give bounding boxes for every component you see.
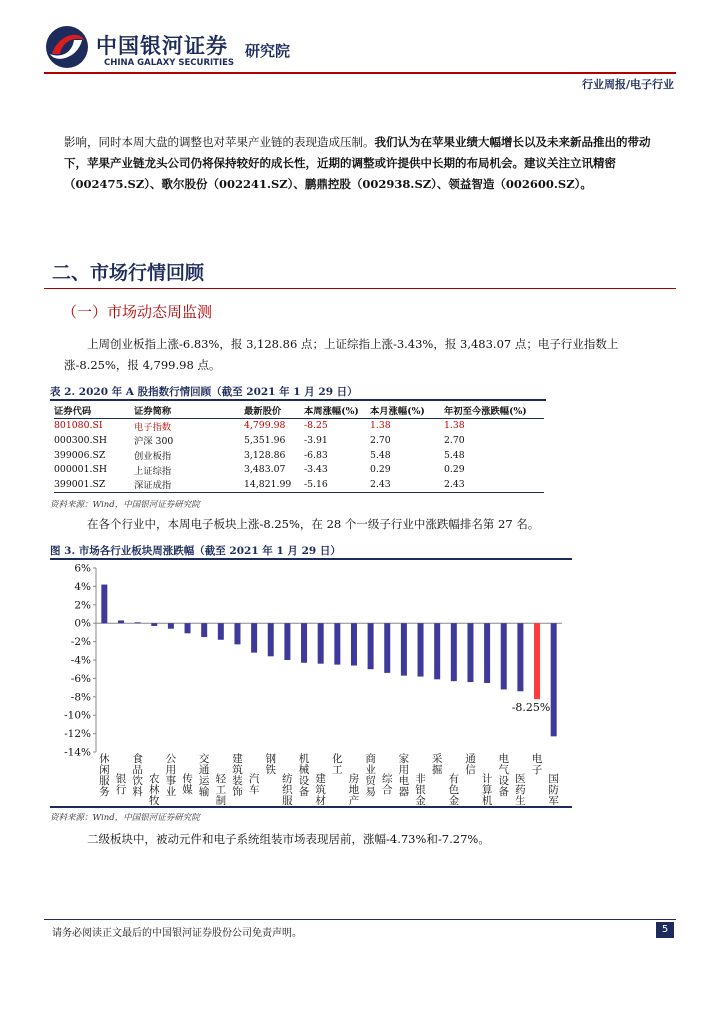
table-row bbox=[54, 477, 544, 492]
bar bbox=[418, 623, 424, 676]
y-tick-label: -10% bbox=[64, 709, 91, 722]
bar bbox=[118, 620, 124, 623]
bar bbox=[434, 623, 440, 679]
bar bbox=[101, 585, 107, 624]
report-category: 行业周报/电子行业 bbox=[581, 78, 674, 91]
logo-english-name: CHINA GALAXY SECURITIES bbox=[104, 58, 235, 68]
bar bbox=[351, 623, 357, 665]
table-cell: 2.43 bbox=[370, 478, 391, 490]
page-number: 5 bbox=[656, 922, 674, 938]
header-divider bbox=[44, 72, 676, 74]
table-cell: -3.43 bbox=[304, 464, 328, 476]
table-header-cell: 本月涨幅(%) bbox=[370, 406, 425, 418]
table-cell: 5,351.96 bbox=[244, 434, 286, 446]
table-row bbox=[54, 433, 544, 448]
section-divider bbox=[44, 288, 676, 289]
x-tick-label: 非银金 bbox=[415, 773, 426, 805]
table-cell: 3,128.86 bbox=[244, 449, 286, 461]
figure-bottom-rule bbox=[50, 806, 572, 808]
bar bbox=[484, 623, 490, 683]
bar bbox=[451, 623, 457, 681]
table-cell: 0.29 bbox=[444, 464, 465, 476]
bar bbox=[334, 623, 340, 664]
x-tick-label: 农林牧 bbox=[149, 773, 160, 805]
table-cell: 电子指数 bbox=[134, 421, 172, 433]
intro-normal-text: 影响，同时本周大盘的调整也对苹果产业链的表现造成压制。 bbox=[64, 135, 375, 149]
x-tick-label: 电子 bbox=[531, 753, 543, 776]
footer-disclaimer: 请务必阅读正文最后的中国银河证券股份公司免责声明。 bbox=[52, 928, 302, 939]
figure-title: 图 3. 市场各行业板块周涨跌幅（截至 2021 年 1 月 29 日） bbox=[50, 545, 341, 557]
y-tick-label: 4% bbox=[74, 580, 91, 593]
index-table bbox=[54, 403, 544, 493]
x-tick-label: 钢铁 bbox=[265, 753, 276, 776]
x-tick-label: 电气设备 bbox=[498, 753, 509, 798]
y-tick-label: 6% bbox=[74, 562, 91, 575]
y-tick-label: 2% bbox=[74, 599, 91, 612]
table-cell: 3,483.07 bbox=[244, 464, 286, 476]
y-tick-label: -6% bbox=[70, 672, 91, 685]
x-tick-label: 公用事业 bbox=[165, 753, 177, 798]
bar bbox=[251, 623, 257, 652]
x-tick-label: 轻工制 bbox=[215, 773, 227, 805]
x-tick-label: 有色金 bbox=[448, 773, 460, 805]
x-tick-label: 传媒 bbox=[182, 773, 193, 796]
x-tick-label: 计算机 bbox=[481, 773, 493, 805]
intro-paragraph bbox=[64, 132, 664, 195]
x-tick-label: 纺织服 bbox=[282, 773, 293, 805]
table-cell: 4,799.98 bbox=[244, 420, 286, 432]
table-cell: 801080.SI bbox=[54, 420, 103, 432]
table-source: 资料来源：Wind，中国银河证券研究院 bbox=[50, 500, 200, 510]
table-cell: 1.38 bbox=[444, 420, 465, 432]
y-tick-label: -8% bbox=[70, 691, 91, 704]
x-tick-label: 国防军 bbox=[548, 773, 559, 805]
bar bbox=[551, 623, 557, 736]
x-tick-label: 建筑材 bbox=[315, 773, 326, 805]
table-header-row bbox=[54, 403, 544, 418]
bar bbox=[517, 623, 523, 691]
market-summary-paragraph: 上周创业板指上涨-6.83%，报 3,128.86 点；上证综指上涨-3.43%，报 3,483.07 点；电子行业指数上涨-8.25%，报 4,799.98 点。 bbox=[64, 337, 619, 372]
table-cell: 5.48 bbox=[370, 449, 391, 461]
y-tick-label: -14% bbox=[64, 746, 91, 759]
table-cell: 上证综指 bbox=[134, 465, 172, 477]
bar bbox=[401, 623, 407, 675]
galaxy-logo-icon bbox=[44, 24, 90, 70]
x-tick-label: 通信 bbox=[465, 753, 476, 776]
logo-chinese-name: 中国银河证券 bbox=[96, 34, 228, 58]
bar bbox=[135, 622, 141, 623]
logo-institute: 研究院 bbox=[245, 42, 291, 60]
bar bbox=[218, 623, 224, 640]
x-tick-label: 交通运输 bbox=[198, 753, 210, 798]
x-tick-label: 房地产 bbox=[348, 773, 360, 805]
x-tick-label: 家用电器 bbox=[398, 753, 410, 798]
x-tick-label: 化工 bbox=[332, 753, 343, 776]
table-cell: 0.29 bbox=[370, 464, 391, 476]
sub-sector-paragraph: 二级板块中，被动元件和电子系统组装市场表现居前，涨幅-4.73%和-7.27%。 bbox=[87, 832, 490, 846]
y-tick-label: 0% bbox=[74, 617, 91, 630]
bar bbox=[185, 623, 191, 633]
x-tick-label: 采掘 bbox=[431, 753, 443, 776]
y-tick-label: -4% bbox=[70, 654, 91, 667]
x-tick-label: 银行 bbox=[115, 773, 127, 796]
bar bbox=[268, 623, 274, 656]
table-header-cell: 证券代码 bbox=[54, 406, 92, 418]
table-cell: -3.91 bbox=[304, 434, 328, 446]
bar bbox=[301, 623, 307, 663]
table-cell: 1.38 bbox=[370, 420, 391, 432]
table-row bbox=[54, 448, 544, 463]
bar bbox=[151, 623, 157, 626]
table-header-cell: 最新股价 bbox=[244, 406, 282, 418]
bar bbox=[201, 623, 207, 637]
y-tick-label: -2% bbox=[70, 636, 91, 649]
bar bbox=[318, 623, 324, 663]
table-cell: -6.83 bbox=[304, 449, 328, 461]
x-tick-label: 医药生 bbox=[515, 773, 526, 805]
table-top-rule bbox=[50, 399, 546, 401]
data-label: -8.25% bbox=[511, 701, 551, 715]
table-cell: -8.25 bbox=[304, 420, 328, 432]
table-header-cell: 本周涨幅(%) bbox=[304, 406, 359, 418]
x-tick-label: 食品饮料 bbox=[132, 753, 143, 798]
x-tick-label: 汽车 bbox=[248, 773, 260, 796]
footer-divider bbox=[44, 919, 676, 920]
table-cell: 5.48 bbox=[444, 449, 465, 461]
table-cell: 深证成指 bbox=[134, 480, 172, 492]
bar bbox=[467, 623, 473, 682]
bar bbox=[501, 623, 507, 689]
bar bbox=[368, 623, 374, 669]
table-header-cell: 年初至今涨跌幅(%) bbox=[444, 406, 527, 418]
x-tick-label: 商业贸易 bbox=[365, 753, 376, 798]
bar bbox=[284, 623, 290, 660]
table-cell: 2.43 bbox=[444, 478, 465, 490]
intro-bold-text: 我们认为在苹果业绩大幅增长以及未来新品推出的带动下，苹果产业链龙头公司仍将保持较好的成长性，近期的调整或许提供中长期的布局机会。建议关注立讯精密（002475.SZ）、歌尔股份（002241.SZ）、鹏鼎控股（002938.SZ）、领益智造（002600.SZ）。 bbox=[64, 135, 651, 191]
industry-ranking-paragraph: 在各个行业中，本周电子板块上涨-8.25%，在 28 个一级子行业中涨跌幅排名第 27 名。 bbox=[87, 517, 540, 531]
table-cell: 000300.SH bbox=[54, 434, 107, 446]
table-cell: -5.16 bbox=[304, 478, 328, 490]
section-heading: 二、市场行情回顾 bbox=[52, 262, 205, 284]
table-cell: 2.70 bbox=[370, 434, 391, 446]
table-cell: 创业板指 bbox=[134, 451, 172, 463]
x-tick-label: 建筑装饰 bbox=[232, 753, 243, 798]
bar bbox=[168, 623, 174, 629]
table-cell: 399001.SZ bbox=[54, 478, 106, 490]
table-title: 表 2. 2020 年 A 股指数行情回顾（截至 2021 年 1 月 29 日） bbox=[50, 386, 358, 398]
figure-source: 资料来源：Wind，中国银河证券研究院 bbox=[50, 813, 200, 823]
table-row bbox=[54, 418, 544, 433]
table-cell: 2.70 bbox=[444, 434, 465, 446]
subsection-heading: （一）市场动态周监测 bbox=[62, 303, 213, 321]
bar bbox=[384, 623, 390, 673]
table-cell: 14,821.99 bbox=[244, 478, 292, 490]
bar bbox=[234, 623, 240, 644]
table-header-cell: 证券简称 bbox=[134, 406, 172, 418]
table-cell: 沪深 300 bbox=[134, 436, 174, 448]
y-tick-label: -12% bbox=[64, 728, 91, 741]
x-tick-label: 休闲服务 bbox=[99, 753, 110, 798]
table-row bbox=[54, 462, 544, 477]
x-tick-label: 综合 bbox=[382, 773, 393, 796]
bar bbox=[534, 623, 540, 699]
x-tick-label: 机械设备 bbox=[298, 753, 310, 798]
table-cell: 000001.SH bbox=[54, 464, 107, 476]
industry-weekly-change-chart bbox=[50, 560, 570, 805]
table-cell: 399006.SZ bbox=[54, 449, 106, 461]
